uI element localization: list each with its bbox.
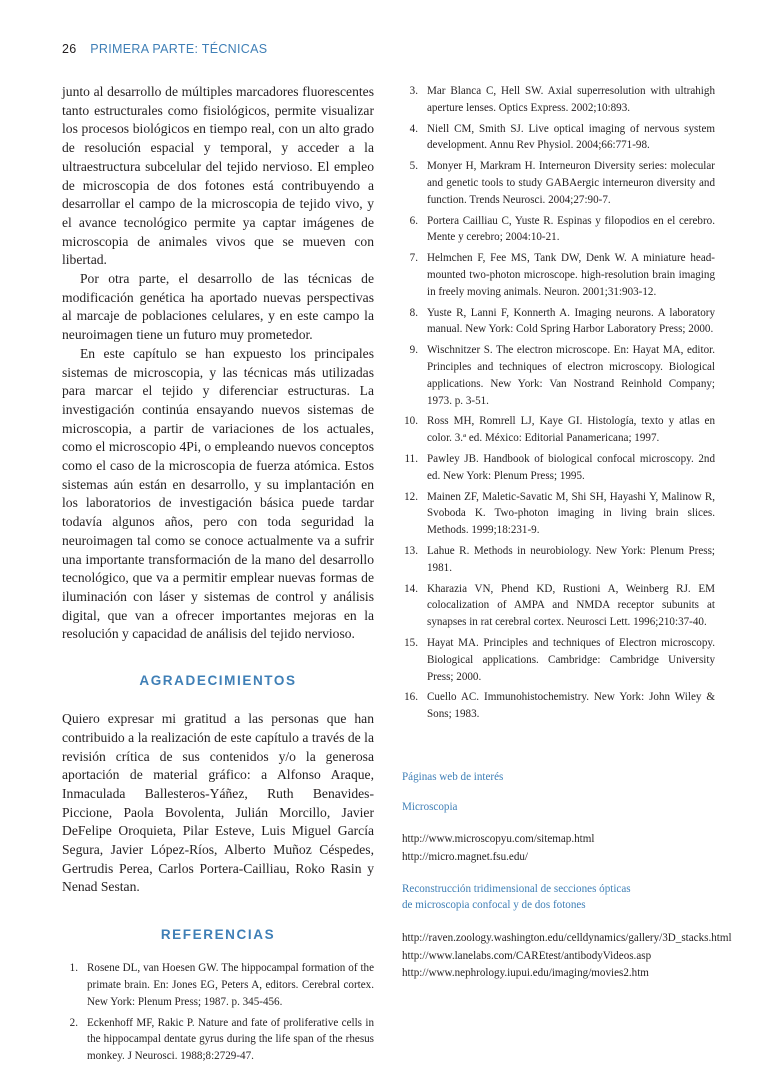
url-link[interactable]: http://www.lanelabs.com/CAREtest/antibodyVideos.asp (402, 949, 652, 962)
reference-item: 10. Ross MH, Romrell LJ, Kaye GI. Histología, texto y atlas en color. 3.ª ed. México: Editorial Panamericana; 1997. (404, 415, 715, 445)
reference-item: 6. Portera Cailliau C, Yuste R. Espinas y filopodios en el cerebro. Mente y cerebro; 2004:10-21. (409, 214, 715, 244)
page-number: 26 (62, 42, 77, 56)
reference-item: 14. Kharazia VN, Phend KD, Rustioni A, Weinberg RJ. EM colocalization of AMPA and NMDA receptor subunits at synapses in rat cerebral cortex. Neurosci Lett. 1996;210:37-40. (404, 582, 715, 629)
url-link[interactable]: http://raven.zoology.washington.edu/celldynamics/gallery/3D_stacks.html (402, 932, 732, 945)
reference-item: 15. Hayat MA. Principles and techniques of Electron microscopy. Biological applications. Cambridge: Cambridge University Press; 2000. (404, 636, 715, 683)
acknowledgements-heading: AGRADECIMIENTOS (139, 673, 297, 689)
url-link[interactable]: http://www.microscopyu.com/sitemap.html (402, 833, 595, 846)
right-column (402, 83, 732, 983)
url-link[interactable]: http://micro.magnet.fsu.edu/ (402, 851, 529, 864)
reference-item: 5. Monyer H, Markram H. Interneuron Diversity series: molecular and genetic tools to study GABAergic interneuron diversity and function. Trends Neurosci. 2004;27:90-7. (409, 160, 715, 206)
left-column (62, 83, 374, 1069)
reference-item: 8. Yuste R, Lanni F, Konnerth A. Imaging neurons. A laboratory manual. New York: Cold Spring Harbor Laboratory Press; 2000. (409, 306, 715, 336)
references-heading: REFERENCIAS (160, 927, 276, 943)
reference-item: 11. Pawley JB. Handbook of biological confocal microscopy. 2nd ed. New York: Plenum Press; 1995. (404, 452, 715, 482)
websites-heading: Páginas web de interés (402, 770, 504, 783)
part-title: PRIMERA PARTE: TÉCNICAS (90, 42, 268, 56)
body-paragraph: En este capítulo se han expuesto los principales sistemas de microscopia, y las técnicas más utilizadas para marcar el tejido y diferenciar estructuras. La investigación continúa ensayando nuevos sistemas de microscopia, a partir de variaciones de los actuales, como el microscopio 4Pi, o empleando nuevos conceptos como el caso de la microscopia de fuerza atómica. Estos sistemas aún están en desarrollo, y su implantación en los laboratorios de investigación básica puede tardar todavía algunos años, pero con toda seguridad la neuroimagen tal como se conoce actualmente va a sufrir una importante transformación de la mano del desarrollo tecnológico, que va a permitir emplear nuevas formas de iluminación con láser y sistemas de control y análisis digital, que van a ofrecer importantes mejoras en la resolución y capacidad de análisis del tejido nervioso. (62, 345, 374, 642)
reference-list-right (402, 83, 715, 723)
reference-item: 16. Cuello AC. Immunohistochemistry. New York: John Wiley & Sons; 1983. (404, 691, 715, 721)
websites-subheading-microscopy: Microscopia (402, 800, 458, 813)
reference-list-left (62, 960, 374, 1065)
url-list-microscopy (402, 831, 715, 866)
running-header (62, 42, 267, 56)
body-paragraph: junto al desarrollo de múltiples marcadores fluorescentes tanto estructurales como fisiológicos, permite visualizar los procesos biológicos en tiempo real, con un alto grado de resolución espacial y temporal, y acceder a la ultraestructura subcelular del tejido nervioso. El empleo de microscopia de dos fotones está contribuyendo a desarrollar el campo de la microscopia de tejido vivo, y el avance tecnológico permite ya captar imágenes de microscopia de animales vivos que se mueven con libertad. (62, 84, 374, 268)
reference-item: 9. Wischnitzer S. The electron microscope. En: Hayat MA, editor. Principles and techniques of electron microscopy. Biological applications. New York: Van Nostrand Reinhold Company; 1973. p. 3-51. (409, 344, 715, 407)
reference-item: 2. Eckenhoff MF, Rakic P. Nature and fate of proliferative cells in the hippocampal dentate gyrus during the life span of the rhesus monkey. J Neurosci. 1988;8:2729-47. (69, 1016, 374, 1063)
url-link[interactable]: http://www.nephrology.iupui.edu/imaging/movies2.htm (402, 967, 649, 980)
acknowledgements-text: Quiero expresar mi gratitud a las personas que han contribuido a la realización de este capítulo a través de la revisión crítica de sus contenidos y/o la generosa aportación de material gráfico: a Alfonso Araque, Inmaculada Ballesteros-Yáñez, Ruth Benavides-Piccione, Paola Bovolenta, Julián Morcillo, Javier DeFelipe Oroquieta, Pilar Esteve, Luis Miguel García Segura, Javier López-Ríos, Alberto Muñoz Céspedes, Gertrudis Perea, Carlos Portera-Cailliau, Roko Rasin y Nenad Sestan. (62, 711, 374, 895)
reference-item: 1. Rosene DL, van Hoesen GW. The hippocampal formation of the primate brain. En: Jones EG, Peters A, editors. Cerebral cortex. New York: Plenum Press; 1987. p. 345-456. (69, 962, 374, 1008)
body-paragraph: Por otra parte, el desarrollo de las técnicas de modificación genética ha aportado nuevas perspectivas al marcaje de poblaciones celulares, y en este campo la neuroimagen tiene un futuro muy prometedor. (62, 271, 374, 343)
reference-item: 4. Niell CM, Smith SJ. Live optical imaging of nervous system development. Annu Rev Physiol. 2004;66:771-98. (409, 122, 715, 152)
reference-item: 3. Mar Blanca C, Hell SW. Axial superresolution with ultrahigh aperture lenses. Optics Express. 2002;10:893. (409, 85, 715, 114)
acknowledgements-section (62, 710, 374, 897)
reference-item: 13. Lahue R. Methods in neurobiology. New York: Plenum Press; 1981. (404, 544, 715, 574)
url-list-3d-reconstruction (402, 930, 732, 983)
reference-item: 7. Helmchen F, Fee MS, Tank DW, Denk W. A miniature head-mounted two-photon microscope. high-resolution brain imaging in freely moving animals. Neuron. 2001;31:903-12. (409, 252, 715, 298)
reference-item: 12. Mainen ZF, Maletic-Savatic M, Shi SH, Hayashi Y, Malinow R, Svoboda K. Two-photon imaging in living brain slices. Methods. 1999;18:231-9. (404, 490, 715, 537)
websites-subheading-3d-reconstruction: Reconstrucción tridimensional de secciones ópticas de microscopia confocal y de dos fotones (402, 882, 631, 912)
body-text (62, 83, 374, 644)
